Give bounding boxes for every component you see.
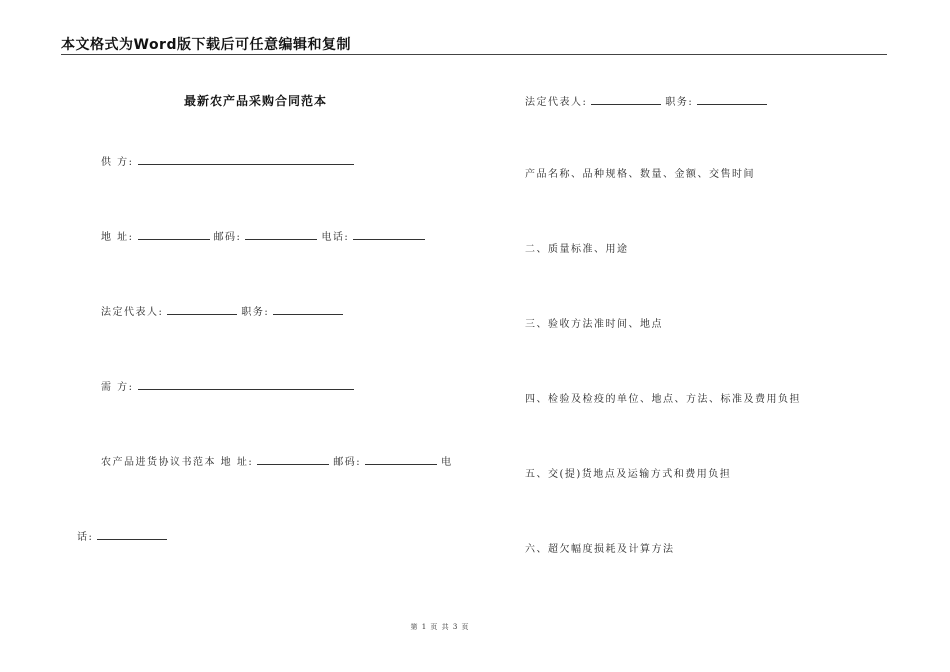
position-blank xyxy=(273,304,343,315)
legal-rep-line xyxy=(101,304,347,320)
buyer-label: 需 方: xyxy=(101,382,134,393)
address-label: 地 址: xyxy=(101,232,134,243)
clause-1: 产品名称、品种规格、数量、金额、交售时间 xyxy=(525,169,755,180)
agreement-address-label: 农产品进货协议书范本 地 址: xyxy=(101,457,254,468)
clause-2: 二、质量标准、用途 xyxy=(525,244,629,255)
right-legal-rep-label: 法定代表人: xyxy=(525,97,588,108)
postcode-label-2: 邮码: xyxy=(333,457,362,468)
supplier-label: 供 方: xyxy=(101,157,134,168)
phone-label: 电话: xyxy=(321,232,350,243)
agreement-address-line xyxy=(101,454,453,470)
right-position-blank xyxy=(697,94,767,105)
postcode-label: 邮码: xyxy=(213,232,242,243)
buyer-line xyxy=(101,379,358,395)
phone-label-start: 电 xyxy=(441,457,453,468)
clause-6: 六、超欠幅度损耗及计算方法 xyxy=(525,544,675,555)
clause-4: 四、检验及检疫的单位、地点、方法、标准及费用负担 xyxy=(525,394,801,405)
supplier-line xyxy=(101,154,358,170)
right-legal-rep-blank xyxy=(591,94,661,105)
legal-rep-label: 法定代表人: xyxy=(101,307,164,318)
agreement-address-blank xyxy=(257,454,329,465)
phone-label-end: 话: xyxy=(77,532,94,543)
address-line xyxy=(101,229,429,245)
legal-rep-blank xyxy=(167,304,237,315)
buyer-blank xyxy=(138,379,354,390)
clause-5: 五、交(提)货地点及运输方式和费用负担 xyxy=(525,469,732,480)
postcode-blank xyxy=(245,229,317,240)
supplier-blank xyxy=(138,154,354,165)
page-number: 第 1 页 共 3 页 xyxy=(410,623,470,631)
page-header xyxy=(61,34,887,55)
phone-blank-2 xyxy=(97,529,167,540)
postcode-blank-2 xyxy=(365,454,437,465)
right-legal-rep-line xyxy=(525,94,771,110)
phone-blank xyxy=(353,229,425,240)
clause-3: 三、验收方法准时间、地点 xyxy=(525,319,663,330)
header-text: 本文格式为Word版下载后可任意编辑和复制 xyxy=(61,37,351,53)
address-blank xyxy=(138,229,210,240)
document-title: 最新农产品采购合同范本 xyxy=(184,94,328,108)
phone-continued-line xyxy=(77,529,171,545)
position-label: 职务: xyxy=(241,307,270,318)
right-position-label: 职务: xyxy=(665,97,694,108)
